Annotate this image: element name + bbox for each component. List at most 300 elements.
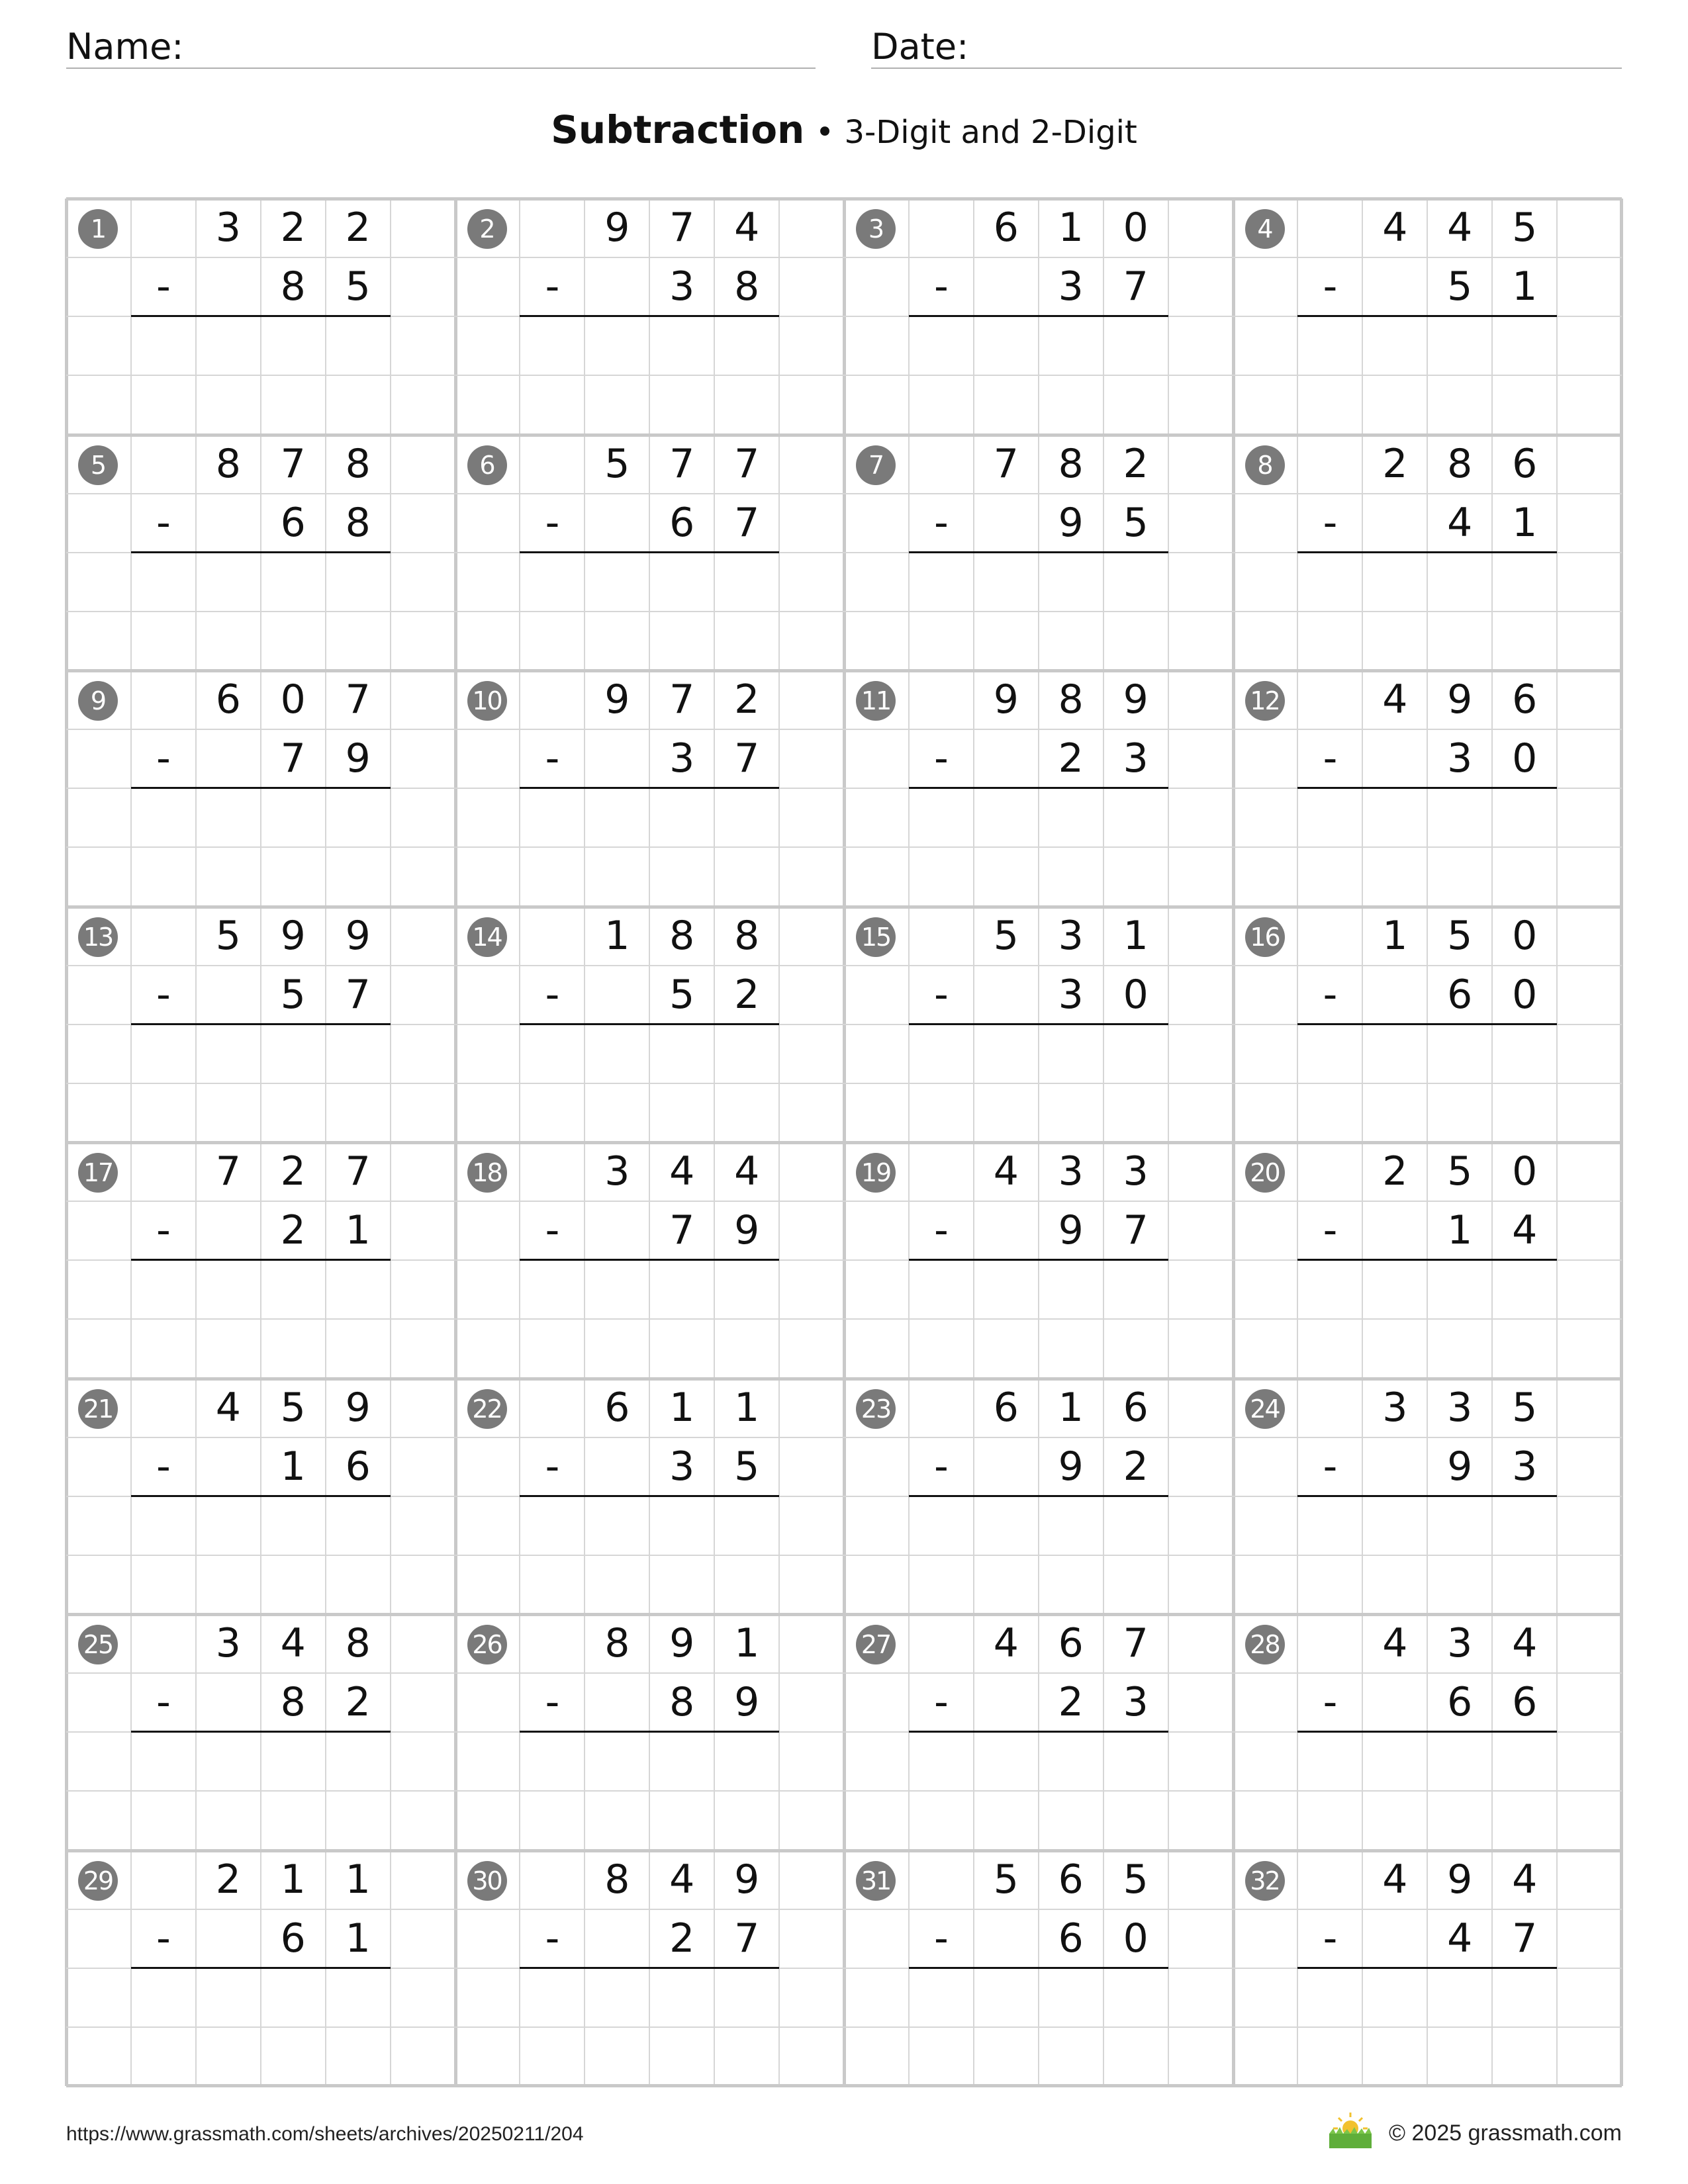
minuend-digit: 8 xyxy=(669,912,695,959)
problem-11 xyxy=(844,670,1233,907)
minuend-digit: 4 xyxy=(669,1856,695,1903)
minuend-digit: 4 xyxy=(215,1384,241,1431)
minus-sign: - xyxy=(156,971,171,1018)
answer-rule xyxy=(520,787,779,789)
subtrahend-digit: 4 xyxy=(1447,1915,1473,1962)
problem-17 xyxy=(66,1142,455,1379)
minus-sign: - xyxy=(1323,1207,1338,1254)
subtrahend-digit: 3 xyxy=(1447,735,1473,782)
title-subtitle: • 3-Digit and 2-Digit xyxy=(815,114,1137,151)
subtrahend-digit: 7 xyxy=(345,971,371,1018)
minuend-digit: 2 xyxy=(345,205,371,251)
subtrahend-digit: 3 xyxy=(669,263,695,310)
answer-rule xyxy=(1297,1967,1557,1969)
problem-13 xyxy=(66,907,455,1143)
date-field[interactable] xyxy=(871,26,1622,69)
minuend-digit: 6 xyxy=(993,205,1019,251)
answer-area[interactable] xyxy=(909,318,1168,432)
answer-area[interactable] xyxy=(1297,1733,1557,1847)
subtrahend-digit: 6 xyxy=(345,1443,371,1490)
problem-number-badge: 23 xyxy=(856,1389,896,1429)
answer-rule xyxy=(131,551,391,553)
minuend-digit: 8 xyxy=(604,1856,630,1903)
minuend-digit: 9 xyxy=(1447,1856,1473,1903)
minuend-digit: 1 xyxy=(734,1384,760,1431)
subtrahend-digit: 5 xyxy=(280,971,306,1018)
problem-7 xyxy=(844,435,1233,671)
subtrahend-digit: 2 xyxy=(1058,1679,1084,1726)
minuend-digit: 6 xyxy=(1512,440,1538,487)
minuend-digit: 6 xyxy=(1123,1384,1149,1431)
minuend-digit: 5 xyxy=(1512,1384,1538,1431)
worksheet-title xyxy=(0,106,1688,156)
problem-grid xyxy=(66,199,1622,2086)
problem-number-badge: 30 xyxy=(467,1861,507,1901)
subtrahend-digit: 1 xyxy=(1447,1207,1473,1254)
minus-sign: - xyxy=(156,499,171,546)
problem-number-badge: 16 xyxy=(1245,917,1285,957)
minuend-digit: 8 xyxy=(734,912,760,959)
minuend-digit: 7 xyxy=(345,676,371,723)
minuend-digit: 1 xyxy=(345,1856,371,1903)
problem-32 xyxy=(1233,1850,1622,2087)
subtrahend-digit: 3 xyxy=(1512,1443,1538,1490)
subtrahend-digit: 0 xyxy=(1123,1915,1149,1962)
subtrahend-digit: 2 xyxy=(1058,735,1084,782)
minus-sign: - xyxy=(934,1679,949,1726)
problem-26 xyxy=(455,1614,845,1850)
minuend-digit: 4 xyxy=(734,205,760,251)
problem-15 xyxy=(844,907,1233,1143)
minuend-digit: 8 xyxy=(1447,440,1473,487)
minuend-digit: 7 xyxy=(669,205,695,251)
problem-number-badge: 5 xyxy=(78,445,118,485)
minuend-digit: 6 xyxy=(215,676,241,723)
minuend-digit: 1 xyxy=(1058,1384,1084,1431)
minus-sign: - xyxy=(934,735,949,782)
problem-18 xyxy=(455,1142,845,1379)
answer-rule xyxy=(131,1731,391,1733)
minus-sign: - xyxy=(934,1443,949,1490)
minuend-digit: 7 xyxy=(993,440,1019,487)
problem-number-badge: 26 xyxy=(467,1625,507,1664)
date-label: Date: xyxy=(871,26,969,68)
subtrahend-digit: 6 xyxy=(1512,1679,1538,1726)
minus-sign: - xyxy=(545,1207,560,1254)
problem-6 xyxy=(455,435,845,671)
minuend-digit: 7 xyxy=(1123,1620,1149,1666)
problem-number-badge: 21 xyxy=(78,1389,118,1429)
subtrahend-digit: 7 xyxy=(1512,1915,1538,1962)
minus-sign: - xyxy=(545,1679,560,1726)
problem-number-badge: 3 xyxy=(856,209,896,249)
problem-number-badge: 12 xyxy=(1245,681,1285,721)
minuend-digit: 3 xyxy=(215,205,241,251)
problem-number-badge: 18 xyxy=(467,1153,507,1193)
minuend-digit: 3 xyxy=(1123,1148,1149,1195)
answer-area[interactable] xyxy=(131,1970,391,2083)
subtrahend-digit: 9 xyxy=(734,1679,760,1726)
minuend-digit: 5 xyxy=(993,912,1019,959)
problem-number-badge: 14 xyxy=(467,917,507,957)
answer-area[interactable] xyxy=(909,1970,1168,2083)
footer-copyright: © 2025 grassmath.com xyxy=(1389,2120,1622,2146)
subtrahend-digit: 3 xyxy=(1123,735,1149,782)
answer-area[interactable] xyxy=(520,1498,779,1612)
minuend-digit: 3 xyxy=(604,1148,630,1195)
minuend-digit: 4 xyxy=(280,1620,306,1666)
minus-sign: - xyxy=(1323,263,1338,310)
answer-rule xyxy=(520,315,779,317)
problem-24 xyxy=(1233,1379,1622,1615)
minuend-digit: 4 xyxy=(993,1620,1019,1666)
minuend-digit: 4 xyxy=(1512,1856,1538,1903)
answer-rule xyxy=(131,1495,391,1497)
subtrahend-digit: 5 xyxy=(345,263,371,310)
minuend-digit: 2 xyxy=(1123,440,1149,487)
minuend-digit: 7 xyxy=(669,676,695,723)
problem-number-badge: 29 xyxy=(78,1861,118,1901)
grass-sun-logo-icon xyxy=(1327,2109,1374,2151)
minuend-digit: 8 xyxy=(215,440,241,487)
minuend-digit: 1 xyxy=(1382,912,1408,959)
answer-rule xyxy=(1297,787,1557,789)
answer-area[interactable] xyxy=(1297,1498,1557,1612)
answer-area[interactable] xyxy=(131,1498,391,1612)
minuend-digit: 8 xyxy=(345,440,371,487)
minuend-digit: 3 xyxy=(215,1620,241,1666)
minuend-digit: 9 xyxy=(1447,676,1473,723)
minuend-digit: 5 xyxy=(1447,912,1473,959)
minuend-digit: 4 xyxy=(1447,205,1473,251)
answer-area[interactable] xyxy=(909,1733,1168,1847)
minuend-digit: 6 xyxy=(604,1384,630,1431)
subtrahend-digit: 3 xyxy=(1123,1679,1149,1726)
answer-area[interactable] xyxy=(909,1261,1168,1375)
problem-14 xyxy=(455,907,845,1143)
minuend-digit: 5 xyxy=(993,1856,1019,1903)
minus-sign: - xyxy=(1323,1679,1338,1726)
subtrahend-digit: 0 xyxy=(1512,735,1538,782)
answer-rule xyxy=(1297,1259,1557,1261)
minus-sign: - xyxy=(934,971,949,1018)
problem-27 xyxy=(844,1614,1233,1850)
problem-number-badge: 4 xyxy=(1245,209,1285,249)
subtrahend-digit: 7 xyxy=(280,735,306,782)
subtrahend-digit: 5 xyxy=(1123,499,1149,546)
problem-number-badge: 28 xyxy=(1245,1625,1285,1664)
problem-12 xyxy=(1233,670,1622,907)
minuend-digit: 8 xyxy=(1058,676,1084,723)
minus-sign: - xyxy=(545,735,560,782)
problem-number-badge: 22 xyxy=(467,1389,507,1429)
problem-number-badge: 27 xyxy=(856,1625,896,1664)
answer-rule xyxy=(520,1259,779,1261)
subtrahend-digit: 6 xyxy=(280,499,306,546)
subtrahend-digit: 2 xyxy=(345,1679,371,1726)
subtrahend-digit: 1 xyxy=(280,1443,306,1490)
problem-8 xyxy=(1233,435,1622,671)
minuend-digit: 5 xyxy=(215,912,241,959)
problem-10 xyxy=(455,670,845,907)
problem-number-badge: 11 xyxy=(856,681,896,721)
subtrahend-digit: 7 xyxy=(1123,263,1149,310)
problem-29 xyxy=(66,1850,455,2087)
minuend-digit: 1 xyxy=(280,1856,306,1903)
answer-rule xyxy=(909,551,1168,553)
minuend-digit: 4 xyxy=(1382,1856,1408,1903)
minuend-digit: 1 xyxy=(604,912,630,959)
answer-area[interactable] xyxy=(520,554,779,668)
subtrahend-digit: 0 xyxy=(1512,971,1538,1018)
subtrahend-digit: 9 xyxy=(1058,1443,1084,1490)
answer-area[interactable] xyxy=(909,790,1168,903)
minuend-digit: 2 xyxy=(734,676,760,723)
minuend-digit: 6 xyxy=(993,1384,1019,1431)
minuend-digit: 9 xyxy=(1123,676,1149,723)
answer-rule xyxy=(909,1023,1168,1025)
subtrahend-digit: 0 xyxy=(1123,971,1149,1018)
minuend-digit: 2 xyxy=(1382,440,1408,487)
name-label: Name: xyxy=(66,26,184,68)
minus-sign: - xyxy=(156,1207,171,1254)
minus-sign: - xyxy=(545,1443,560,1490)
minuend-digit: 3 xyxy=(1058,912,1084,959)
problem-number-badge: 15 xyxy=(856,917,896,957)
subtrahend-digit: 3 xyxy=(1058,263,1084,310)
answer-rule xyxy=(909,787,1168,789)
problem-4 xyxy=(1233,199,1622,435)
subtrahend-digit: 3 xyxy=(1058,971,1084,1018)
answer-rule xyxy=(909,1259,1168,1261)
minuend-digit: 7 xyxy=(215,1148,241,1195)
minus-sign: - xyxy=(156,1915,171,1962)
answer-rule xyxy=(520,1967,779,1969)
minus-sign: - xyxy=(156,1443,171,1490)
answer-rule xyxy=(131,1023,391,1025)
minuend-digit: 4 xyxy=(1512,1620,1538,1666)
minus-sign: - xyxy=(1323,1915,1338,1962)
minuend-digit: 4 xyxy=(1382,1620,1408,1666)
problem-16 xyxy=(1233,907,1622,1143)
minuend-digit: 7 xyxy=(669,440,695,487)
answer-rule xyxy=(1297,315,1557,317)
minuend-digit: 5 xyxy=(1447,1148,1473,1195)
answer-rule xyxy=(1297,1731,1557,1733)
answer-area[interactable] xyxy=(520,1733,779,1847)
minuend-digit: 0 xyxy=(280,676,306,723)
minuend-digit: 5 xyxy=(604,440,630,487)
problem-25 xyxy=(66,1614,455,1850)
answer-rule xyxy=(520,1731,779,1733)
subtrahend-digit: 9 xyxy=(734,1207,760,1254)
problem-number-badge: 25 xyxy=(78,1625,118,1664)
minuend-digit: 9 xyxy=(604,205,630,251)
minuend-digit: 7 xyxy=(280,440,306,487)
minus-sign: - xyxy=(934,499,949,546)
subtrahend-digit: 8 xyxy=(280,263,306,310)
subtrahend-digit: 2 xyxy=(280,1207,306,1254)
subtrahend-digit: 7 xyxy=(669,1207,695,1254)
subtrahend-digit: 8 xyxy=(734,263,760,310)
answer-rule xyxy=(1297,1023,1557,1025)
subtrahend-digit: 8 xyxy=(669,1679,695,1726)
problem-9 xyxy=(66,670,455,907)
subtrahend-digit: 7 xyxy=(1123,1207,1149,1254)
minuend-digit: 2 xyxy=(1382,1148,1408,1195)
minus-sign: - xyxy=(1323,735,1338,782)
minuend-digit: 6 xyxy=(1512,676,1538,723)
minus-sign: - xyxy=(545,499,560,546)
minus-sign: - xyxy=(1323,499,1338,546)
answer-rule xyxy=(909,1495,1168,1497)
minuend-digit: 9 xyxy=(280,912,306,959)
subtrahend-digit: 5 xyxy=(734,1443,760,1490)
minuend-digit: 1 xyxy=(1058,205,1084,251)
minus-sign: - xyxy=(934,263,949,310)
minus-sign: - xyxy=(545,263,560,310)
minuend-digit: 0 xyxy=(1512,1148,1538,1195)
subtrahend-digit: 7 xyxy=(734,735,760,782)
answer-rule xyxy=(909,1967,1168,1969)
minuend-digit: 8 xyxy=(1058,440,1084,487)
minuend-digit: 6 xyxy=(1058,1620,1084,1666)
problem-2 xyxy=(455,199,845,435)
problem-number-badge: 10 xyxy=(467,681,507,721)
answer-area[interactable] xyxy=(131,318,391,432)
problem-number-badge: 20 xyxy=(1245,1153,1285,1193)
answer-area[interactable] xyxy=(1297,1261,1557,1375)
minuend-digit: 5 xyxy=(1123,1856,1149,1903)
problem-number-badge: 31 xyxy=(856,1861,896,1901)
minus-sign: - xyxy=(545,1915,560,1962)
problem-20 xyxy=(1233,1142,1622,1379)
subtrahend-digit: 3 xyxy=(669,1443,695,1490)
problem-3 xyxy=(844,199,1233,435)
problem-number-badge: 17 xyxy=(78,1153,118,1193)
answer-rule xyxy=(1297,1495,1557,1497)
problem-number-badge: 13 xyxy=(78,917,118,957)
answer-area[interactable] xyxy=(520,1026,779,1140)
subtrahend-digit: 6 xyxy=(1058,1915,1084,1962)
minuend-digit: 6 xyxy=(1058,1856,1084,1903)
problem-28 xyxy=(1233,1614,1622,1850)
problem-5 xyxy=(66,435,455,671)
minuend-digit: 9 xyxy=(345,1384,371,1431)
minuend-digit: 1 xyxy=(1123,912,1149,959)
minuend-digit: 7 xyxy=(734,440,760,487)
answer-area[interactable] xyxy=(1297,554,1557,668)
minus-sign: - xyxy=(156,735,171,782)
minuend-digit: 5 xyxy=(280,1384,306,1431)
minus-sign: - xyxy=(156,1679,171,1726)
answer-rule xyxy=(909,315,1168,317)
answer-area[interactable] xyxy=(131,790,391,903)
problem-number-badge: 9 xyxy=(78,681,118,721)
minuend-digit: 9 xyxy=(734,1856,760,1903)
subtrahend-digit: 9 xyxy=(345,735,371,782)
subtrahend-digit: 5 xyxy=(1447,263,1473,310)
problem-number-badge: 2 xyxy=(467,209,507,249)
problem-number-badge: 24 xyxy=(1245,1389,1285,1429)
subtrahend-digit: 7 xyxy=(734,499,760,546)
subtrahend-digit: 6 xyxy=(1447,971,1473,1018)
answer-area[interactable] xyxy=(131,1261,391,1375)
problem-number-badge: 6 xyxy=(467,445,507,485)
minuend-digit: 9 xyxy=(345,912,371,959)
minuend-digit: 5 xyxy=(1512,205,1538,251)
subtrahend-digit: 9 xyxy=(1058,499,1084,546)
minuend-digit: 3 xyxy=(1447,1620,1473,1666)
minuend-digit: 2 xyxy=(215,1856,241,1903)
subtrahend-digit: 8 xyxy=(280,1679,306,1726)
minuend-digit: 4 xyxy=(669,1148,695,1195)
answer-rule xyxy=(131,787,391,789)
answer-area[interactable] xyxy=(131,554,391,668)
answer-area[interactable] xyxy=(1297,1026,1557,1140)
subtrahend-digit: 7 xyxy=(734,1915,760,1962)
minuend-digit: 7 xyxy=(345,1148,371,1195)
problem-30 xyxy=(455,1850,845,2087)
subtrahend-digit: 1 xyxy=(1512,499,1538,546)
subtrahend-digit: 9 xyxy=(1447,1443,1473,1490)
answer-area[interactable] xyxy=(520,1970,779,2083)
subtrahend-digit: 1 xyxy=(345,1207,371,1254)
minuend-digit: 3 xyxy=(1058,1148,1084,1195)
minus-sign: - xyxy=(934,1207,949,1254)
problem-number-badge: 8 xyxy=(1245,445,1285,485)
answer-area[interactable] xyxy=(909,554,1168,668)
answer-area[interactable] xyxy=(909,1498,1168,1612)
subtrahend-digit: 6 xyxy=(280,1915,306,1962)
subtrahend-digit: 6 xyxy=(669,499,695,546)
answer-area[interactable] xyxy=(131,1026,391,1140)
minuend-digit: 2 xyxy=(280,205,306,251)
answer-area[interactable] xyxy=(1297,790,1557,903)
problem-23 xyxy=(844,1379,1233,1615)
problem-number-badge: 7 xyxy=(856,445,896,485)
problem-22 xyxy=(455,1379,845,1615)
answer-area[interactable] xyxy=(520,1261,779,1375)
answer-area[interactable] xyxy=(1297,318,1557,432)
minuend-digit: 8 xyxy=(604,1620,630,1666)
minuend-digit: 9 xyxy=(993,676,1019,723)
minuend-digit: 4 xyxy=(1382,205,1408,251)
answer-area[interactable] xyxy=(909,1026,1168,1140)
subtrahend-digit: 1 xyxy=(1512,263,1538,310)
problem-19 xyxy=(844,1142,1233,1379)
minus-sign: - xyxy=(1323,971,1338,1018)
answer-rule xyxy=(520,551,779,553)
name-field[interactable] xyxy=(66,26,816,69)
answer-area[interactable] xyxy=(131,1733,391,1847)
subtrahend-digit: 3 xyxy=(669,735,695,782)
minuend-digit: 3 xyxy=(1447,1384,1473,1431)
minuend-digit: 3 xyxy=(1382,1384,1408,1431)
answer-area[interactable] xyxy=(1297,1970,1557,2083)
answer-area[interactable] xyxy=(520,790,779,903)
minus-sign: - xyxy=(156,263,171,310)
minus-sign: - xyxy=(1323,1443,1338,1490)
minuend-digit: 0 xyxy=(1512,912,1538,959)
answer-area[interactable] xyxy=(520,318,779,432)
subtrahend-digit: 4 xyxy=(1447,499,1473,546)
subtrahend-digit: 8 xyxy=(345,499,371,546)
answer-rule xyxy=(520,1495,779,1497)
title-main: Subtraction xyxy=(551,107,805,152)
footer-url: https://www.grassmath.com/sheets/archives/20250211/204 xyxy=(66,2123,584,2145)
problem-number-badge: 1 xyxy=(78,209,118,249)
